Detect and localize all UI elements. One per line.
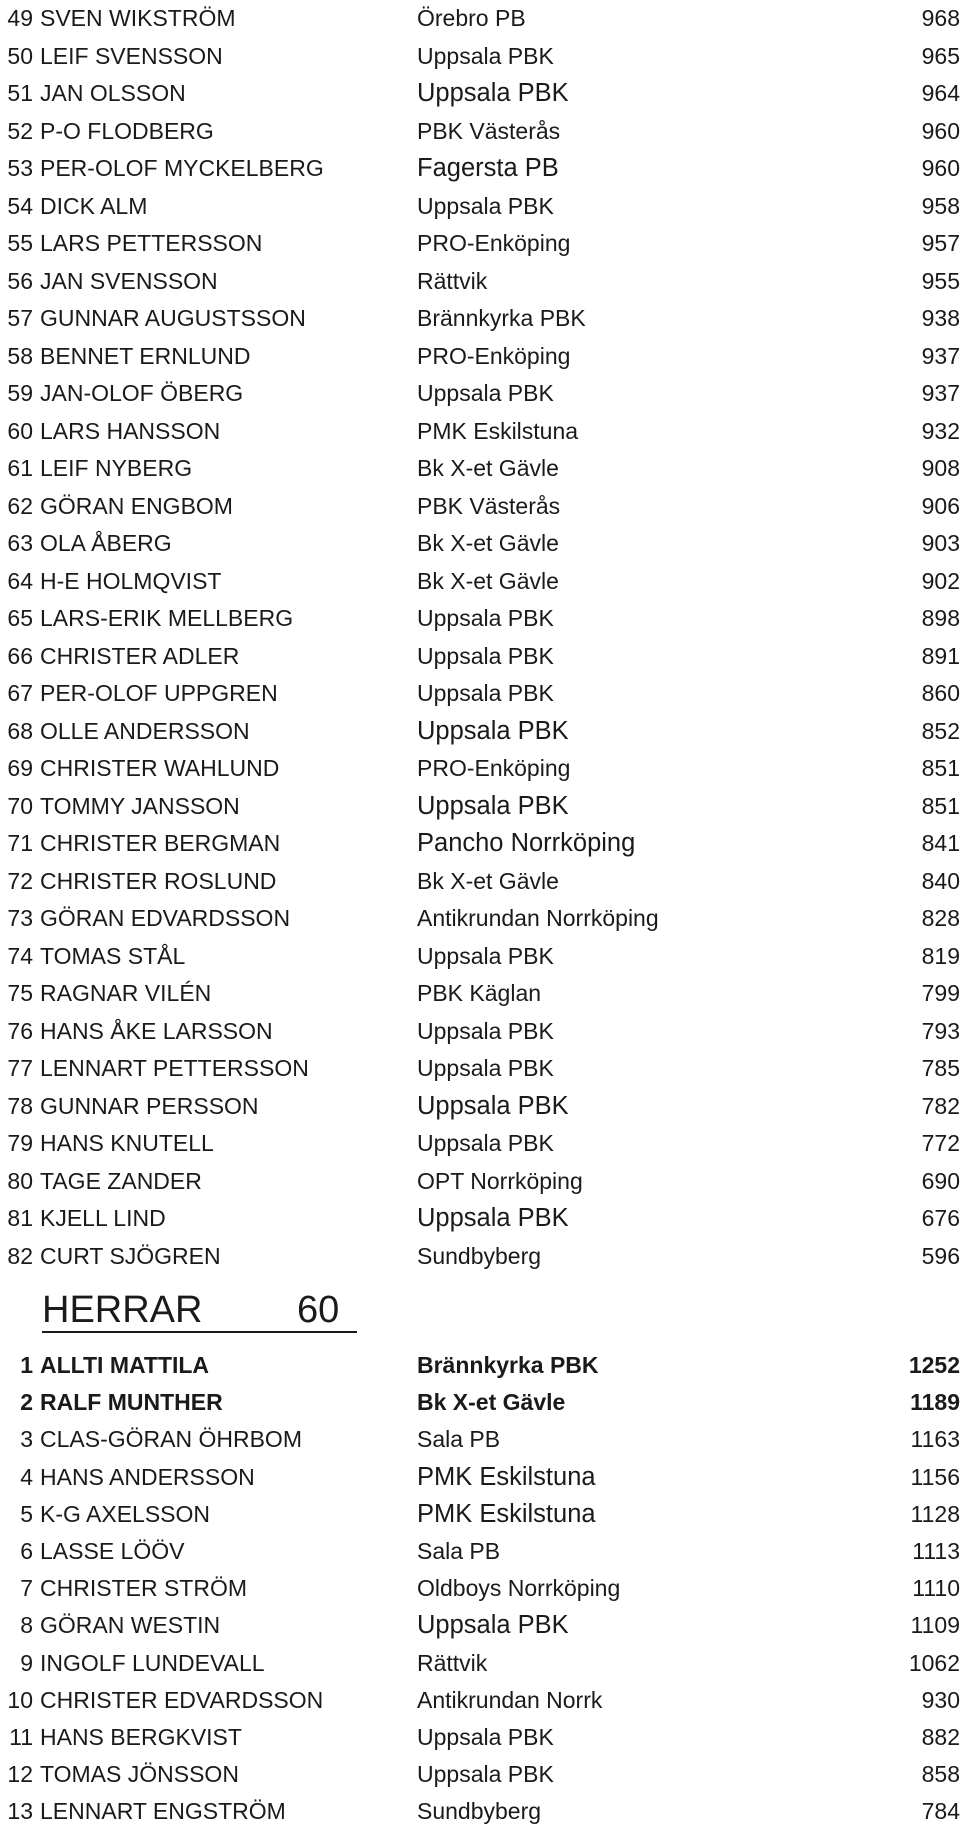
result-row — [0, 825, 960, 863]
result-row — [0, 638, 960, 676]
result-rank: 65 — [7, 605, 33, 631]
result-rank: 59 — [7, 380, 33, 406]
result-row — [0, 38, 960, 76]
result-row — [0, 1421, 960, 1458]
result-row — [0, 975, 960, 1013]
result-row — [0, 1496, 960, 1533]
result-rank: 9 — [20, 1649, 33, 1676]
result-player-name: HANS ÅKE LARSSON — [40, 1017, 273, 1044]
result-player-name: P-O FLODBERG — [40, 117, 214, 144]
result-player-name: JAN OLSSON — [40, 80, 186, 106]
result-rank: 66 — [7, 642, 33, 669]
result-club: PRO-Enköping — [417, 230, 571, 256]
result-row — [0, 938, 960, 976]
result-club: Bk X-et Gävle — [417, 567, 559, 594]
result-club: PMK Eskilstuna — [417, 1499, 596, 1528]
result-player-name: OLLE ANDERSSON — [40, 717, 250, 744]
result-player-name: LEIF SVENSSON — [40, 42, 223, 69]
result-score: 964 — [921, 80, 960, 106]
result-rank: 5 — [20, 1500, 33, 1527]
result-row — [0, 675, 960, 713]
result-rank: 72 — [7, 867, 33, 894]
result-club: OPT Norrköping — [417, 1167, 583, 1194]
result-score: 782 — [921, 1092, 960, 1119]
result-rank: 60 — [7, 417, 33, 444]
result-score: 908 — [921, 455, 960, 481]
result-row — [0, 338, 960, 376]
result-rank: 50 — [7, 42, 33, 69]
result-rank: 6 — [20, 1537, 33, 1564]
result-rank: 81 — [7, 1205, 33, 1231]
result-score: 957 — [921, 230, 960, 256]
result-club: Rättvik — [417, 267, 488, 294]
result-club: Bk X-et Gävle — [417, 867, 559, 894]
result-club: Uppsala PBK — [417, 680, 554, 706]
result-rank: 74 — [7, 942, 33, 969]
result-row — [0, 713, 960, 751]
result-player-name: GÖRAN ENGBOM — [40, 492, 233, 519]
result-club: Bk X-et Gävle — [417, 530, 559, 556]
result-score: 772 — [921, 1130, 960, 1156]
result-rank: 69 — [7, 755, 33, 781]
result-rank: 68 — [7, 717, 33, 744]
result-row — [0, 1347, 960, 1384]
result-player-name: GÖRAN EDVARDSSON — [40, 905, 291, 931]
result-score: 937 — [921, 342, 960, 369]
result-player-name: JAN-OLOF ÖBERG — [40, 380, 244, 406]
result-player-name: HANS KNUTELL — [40, 1130, 214, 1156]
result-score: 841 — [921, 830, 960, 856]
result-rank: 4 — [20, 1463, 33, 1490]
result-club: Sundbyberg — [417, 1798, 542, 1825]
result-row — [0, 1607, 960, 1644]
result-player-name: PER-OLOF UPPGREN — [40, 680, 278, 706]
result-score: 1156 — [910, 1463, 960, 1490]
result-player-name: LEIF NYBERG — [40, 455, 193, 481]
result-score: 965 — [921, 42, 960, 69]
result-player-name: KJELL LIND — [40, 1205, 166, 1231]
result-score: 793 — [921, 1017, 960, 1044]
result-player-name: RALF MUNTHER — [40, 1389, 223, 1416]
result-club: Uppsala PBK — [417, 716, 569, 745]
result-player-name: TAGE ZANDER — [40, 1167, 202, 1194]
result-row — [0, 450, 960, 488]
result-score: 799 — [921, 980, 960, 1006]
result-rank: 76 — [7, 1017, 33, 1044]
result-player-name: CHRISTER ROSLUND — [40, 867, 277, 894]
result-rank: 13 — [7, 1798, 33, 1825]
result-rank: 61 — [7, 455, 33, 481]
result-club: Uppsala PBK — [417, 79, 569, 107]
result-score: 930 — [921, 1686, 960, 1713]
result-score: 906 — [921, 492, 960, 519]
result-score: 891 — [921, 642, 960, 669]
result-rank: 54 — [7, 192, 33, 219]
result-score: 1110 — [912, 1575, 960, 1602]
result-score: 851 — [921, 755, 960, 781]
result-score: 1062 — [908, 1649, 960, 1676]
result-row — [0, 75, 960, 113]
result-player-name: DICK ALM — [40, 192, 148, 219]
result-rank: 11 — [9, 1723, 33, 1750]
result-row — [0, 375, 960, 413]
result-rank: 3 — [20, 1426, 33, 1453]
result-club: Uppsala PBK — [417, 1091, 569, 1120]
result-score: 840 — [921, 867, 960, 894]
result-rank: 80 — [7, 1167, 33, 1194]
result-rank: 73 — [7, 905, 33, 931]
result-club: PBK Käglan — [417, 980, 542, 1006]
result-club: PRO-Enköping — [417, 755, 571, 781]
result-row — [0, 1013, 960, 1051]
result-player-name: GÖRAN WESTIN — [40, 1612, 221, 1639]
result-rank: 52 — [7, 117, 33, 144]
result-rank: 75 — [7, 980, 33, 1006]
result-player-name: CHRISTER STRÖM — [40, 1575, 247, 1602]
result-score: 690 — [921, 1167, 960, 1194]
result-rank: 12 — [7, 1761, 33, 1788]
results-list-herrar-60 — [0, 1347, 960, 1830]
result-score: 819 — [921, 942, 960, 969]
result-club: Brännkyrka PBK — [417, 1352, 599, 1378]
result-score: 1252 — [908, 1352, 960, 1378]
result-player-name: GUNNAR AUGUSTSSON — [40, 305, 306, 331]
result-score: 955 — [921, 267, 960, 294]
result-score: 676 — [921, 1205, 960, 1231]
result-rank: 70 — [7, 792, 33, 819]
result-row — [0, 1756, 960, 1793]
result-club: Sala PB — [417, 1426, 501, 1453]
result-player-name: LARS-ERIK MELLBERG — [40, 605, 294, 631]
result-row — [0, 563, 960, 601]
result-row — [0, 1163, 960, 1201]
result-club: Fagersta PB — [417, 154, 559, 182]
result-row — [0, 600, 960, 638]
result-row — [0, 225, 960, 263]
result-club: Pancho Norrköping — [417, 829, 636, 857]
result-score: 932 — [921, 417, 960, 444]
result-score: 858 — [921, 1761, 960, 1788]
result-player-name: LENNART PETTERSSON — [40, 1055, 309, 1081]
result-club: Uppsala PBK — [417, 791, 569, 820]
result-player-name: ALLTI MATTILA — [40, 1352, 210, 1378]
result-rank: 8 — [20, 1612, 33, 1639]
result-row — [0, 900, 960, 938]
result-club: Uppsala PBK — [417, 1130, 554, 1156]
result-club: Uppsala PBK — [417, 1611, 569, 1640]
result-club: PBK Västerås — [417, 492, 561, 519]
result-club: Uppsala PBK — [417, 1055, 554, 1081]
result-score: 903 — [921, 530, 960, 556]
result-row — [0, 1125, 960, 1163]
result-score: 828 — [921, 905, 960, 931]
result-rank: 53 — [7, 155, 33, 181]
result-score: 1128 — [910, 1500, 960, 1527]
section-age-class: 60 — [297, 1289, 340, 1331]
result-rank: 77 — [7, 1055, 33, 1081]
result-row — [0, 300, 960, 338]
result-row — [0, 1200, 960, 1238]
result-player-name: OLA ÅBERG — [40, 530, 172, 556]
result-player-name: CHRISTER ADLER — [40, 642, 240, 669]
result-club: Sundbyberg — [417, 1242, 542, 1269]
result-row — [0, 263, 960, 301]
result-player-name: CHRISTER EDVARDSSON — [40, 1686, 324, 1713]
result-club: Uppsala PBK — [417, 642, 554, 669]
result-club: Uppsala PBK — [417, 42, 554, 69]
result-player-name: TOMMY JANSSON — [40, 792, 240, 819]
result-player-name: LARS HANSSON — [40, 417, 221, 444]
result-score: 937 — [921, 380, 960, 406]
result-club: PBK Västerås — [417, 117, 561, 144]
result-player-name: INGOLF LUNDEVALL — [40, 1649, 265, 1676]
result-club: PMK Eskilstuna — [417, 1462, 596, 1491]
result-rank: 1 — [20, 1352, 33, 1378]
result-player-name: GUNNAR PERSSON — [40, 1092, 259, 1119]
result-player-name: TOMAS STÅL — [40, 942, 186, 969]
result-club: Uppsala PBK — [417, 605, 554, 631]
result-rank: 64 — [7, 567, 33, 594]
result-player-name: H-E HOLMQVIST — [40, 567, 222, 594]
result-club: Uppsala PBK — [417, 1017, 554, 1044]
section-heading-underline — [42, 1331, 357, 1333]
result-score: 960 — [921, 117, 960, 144]
result-player-name: CHRISTER BERGMAN — [40, 830, 281, 856]
result-club: Uppsala PBK — [417, 380, 554, 406]
result-row — [0, 788, 960, 826]
result-score: 1113 — [912, 1537, 960, 1564]
result-score: 852 — [921, 717, 960, 744]
result-rank: 49 — [7, 5, 33, 31]
result-player-name: HANS ANDERSSON — [40, 1463, 255, 1490]
result-row — [0, 1533, 960, 1570]
result-score: 785 — [921, 1055, 960, 1081]
result-club: Oldboys Norrköping — [417, 1575, 621, 1602]
result-score: 882 — [921, 1723, 960, 1750]
result-rank: 56 — [7, 267, 33, 294]
result-row — [0, 1050, 960, 1088]
result-row — [0, 413, 960, 451]
result-score: 596 — [921, 1242, 960, 1269]
result-score: 851 — [921, 792, 960, 819]
result-player-name: CHRISTER WAHLUND — [40, 755, 280, 781]
result-row — [0, 1088, 960, 1126]
result-score: 958 — [921, 192, 960, 219]
result-score: 938 — [921, 305, 960, 331]
result-score: 902 — [921, 567, 960, 594]
result-score: 898 — [921, 605, 960, 631]
result-score: 960 — [921, 155, 960, 181]
result-player-name: RAGNAR VILÉN — [40, 980, 212, 1006]
result-score: 784 — [921, 1798, 960, 1825]
result-rank: 79 — [7, 1130, 33, 1156]
result-rank: 63 — [7, 530, 33, 556]
result-club: Antikrundan Norrköping — [417, 905, 659, 931]
result-club: Uppsala PBK — [417, 192, 554, 219]
result-row — [0, 150, 960, 188]
result-row — [0, 863, 960, 901]
result-player-name: CLAS-GÖRAN ÖHRBOM — [40, 1426, 302, 1453]
result-club: Uppsala PBK — [417, 1761, 554, 1788]
result-player-name: TOMAS JÖNSSON — [40, 1761, 239, 1788]
result-rank: 71 — [7, 830, 33, 856]
result-player-name: CURT SJÖGREN — [40, 1242, 221, 1269]
result-player-name: LASSE LÖÖV — [40, 1537, 185, 1564]
result-club: Örebro PB — [417, 5, 526, 31]
result-row — [0, 1384, 960, 1421]
result-player-name: K-G AXELSSON — [40, 1500, 211, 1527]
result-club: Uppsala PBK — [417, 1204, 569, 1232]
result-row — [0, 1459, 960, 1496]
result-row — [0, 1682, 960, 1719]
result-row — [0, 1645, 960, 1682]
result-club: Uppsala PBK — [417, 1723, 554, 1750]
result-score: 968 — [921, 5, 960, 31]
result-rank: 62 — [7, 492, 33, 519]
result-row — [0, 0, 960, 38]
result-score: 1163 — [910, 1426, 960, 1453]
result-club: Bk X-et Gävle — [417, 455, 559, 481]
result-row — [0, 1793, 960, 1830]
result-player-name: LARS PETTERSSON — [40, 230, 263, 256]
result-rank: 78 — [7, 1092, 33, 1119]
result-player-name: HANS BERGKVIST — [40, 1723, 242, 1750]
result-club: Bk X-et Gävle — [417, 1389, 566, 1416]
result-row — [0, 750, 960, 788]
result-player-name: BENNET ERNLUND — [40, 342, 251, 369]
result-score: 860 — [921, 680, 960, 706]
result-row — [0, 188, 960, 226]
result-club: PMK Eskilstuna — [417, 417, 579, 444]
result-rank: 51 — [7, 80, 33, 106]
result-row — [0, 1570, 960, 1607]
result-rank: 7 — [20, 1575, 33, 1602]
result-row — [0, 113, 960, 151]
result-row — [0, 1719, 960, 1756]
result-club: Rättvik — [417, 1649, 488, 1676]
result-rank: 58 — [7, 342, 33, 369]
result-rank: 67 — [7, 680, 33, 706]
result-player-name: LENNART ENGSTRÖM — [40, 1798, 286, 1825]
result-row — [0, 1238, 960, 1276]
result-club: Antikrundan Norrk — [417, 1686, 603, 1713]
result-player-name: PER-OLOF MYCKELBERG — [40, 155, 324, 181]
result-club: Uppsala PBK — [417, 942, 554, 969]
result-rank: 10 — [7, 1686, 33, 1713]
result-club: PRO-Enköping — [417, 342, 571, 369]
result-player-name: SVEN WIKSTRÖM — [40, 5, 236, 31]
result-player-name: JAN SVENSSON — [40, 267, 218, 294]
result-rank: 2 — [20, 1389, 33, 1416]
result-rank: 57 — [7, 305, 33, 331]
result-club: Brännkyrka PBK — [417, 305, 586, 331]
result-rank: 55 — [7, 230, 33, 256]
section-title: HERRAR — [42, 1289, 203, 1331]
result-club: Sala PB — [417, 1537, 501, 1564]
result-row — [0, 525, 960, 563]
result-rank: 82 — [7, 1242, 33, 1269]
result-score: 1109 — [910, 1612, 960, 1639]
result-row — [0, 488, 960, 526]
result-score: 1189 — [910, 1389, 960, 1416]
